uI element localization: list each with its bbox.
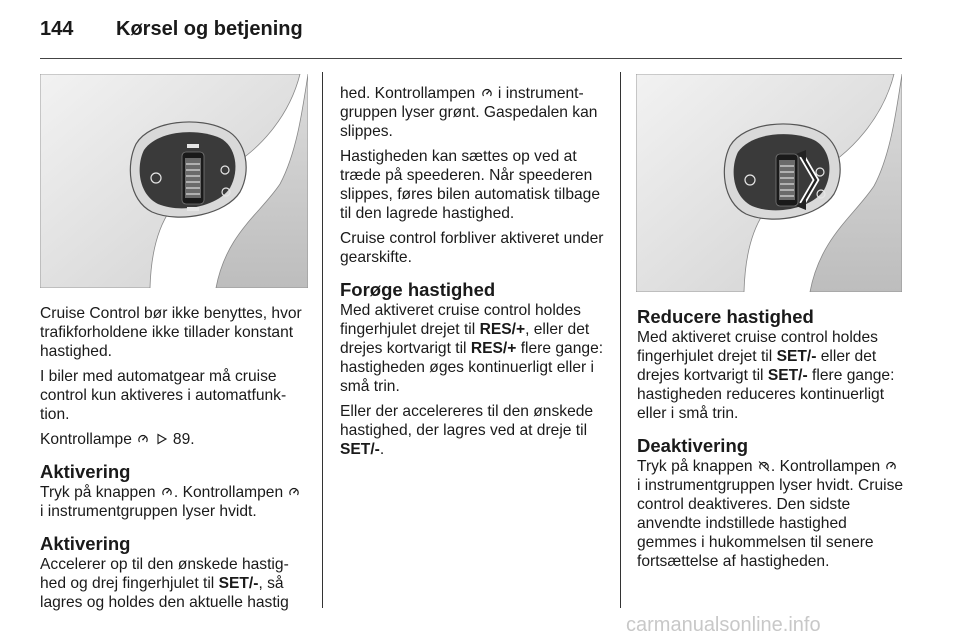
header-rule: [40, 58, 902, 59]
steering-wheel-arrow-figure: [636, 74, 902, 292]
paragraph: Hastigheden kan sættes op ved at træde på speederen. Når speederen slippes, føres bilen automatisk tilbage til den lagrede hastighed.: [340, 148, 601, 222]
text: . Kontrollampen: [770, 458, 885, 475]
bold-term: SET/-: [218, 575, 259, 592]
bold-term: RES/+: [479, 321, 526, 338]
paragraph: [40, 430, 308, 449]
paragraph: [637, 328, 905, 423]
column-divider: [322, 72, 323, 608]
section-heading: Aktivering: [40, 533, 131, 554]
text: i instrumentgruppen lyser hvidt. Cruise control deaktiveres. Den sidste anvendte indstillede hastighed gemmes i hukommelsen til senere fortsættelse af hastigheden.: [637, 477, 904, 570]
paragraph: [40, 555, 308, 612]
text: Med aktiveret cruise control holdes fingerhjulet drejet til: [637, 329, 878, 365]
steering-wheel-arrow-illustration: [636, 74, 902, 292]
column-2: [340, 84, 608, 465]
text: Eller der accelereres til den ønskede hastighed, der lagres ved at dreje til: [340, 403, 594, 439]
text: flere gange: hastigheden øges kontinuerligt eller i små trin.: [340, 340, 604, 395]
paragraph: [637, 457, 905, 571]
section-heading: Aktivering: [40, 461, 131, 482]
page-number: 144: [40, 18, 74, 40]
bold-term: SET/-: [776, 348, 817, 365]
chapter-title: Kørsel og betjening: [116, 18, 303, 40]
paragraph: [340, 301, 608, 396]
bold-term: SET/-: [340, 441, 380, 458]
text: . Kontrollampen: [173, 484, 288, 501]
section-heading: Reducere hastighed: [637, 306, 814, 327]
cruise-control-lamp-icon: [288, 486, 300, 498]
steering-wheel-figure: [40, 74, 308, 288]
text: hed. Kontrollampen: [340, 85, 480, 102]
section-heading: Forøge hastighed: [340, 279, 496, 300]
cruise-control-button-icon: [161, 486, 173, 498]
text: i instrumentgruppen lyser hvidt.: [40, 503, 257, 520]
column-divider: [620, 72, 621, 608]
text: .: [379, 441, 385, 458]
text: Tryk på knappen: [40, 484, 160, 501]
text: flere gange: hastigheden reduceres kontinuerligt eller i små trin.: [637, 367, 895, 422]
text: 89.: [168, 431, 195, 448]
cruise-control-off-button-icon: [758, 460, 770, 472]
paragraph: Cruise Control bør ikke benyttes, hvor trafikforholdene ikke tillader konstant hastighed.: [40, 305, 302, 360]
paragraph: [340, 84, 608, 141]
text: , så lagres og holdes den aktuelle hastig: [40, 575, 289, 611]
text: , eller det drejes kortvarigt til: [340, 321, 590, 357]
paragraph: [340, 402, 608, 459]
cruise-control-lamp-icon: [137, 433, 149, 445]
paragraph: [40, 483, 308, 521]
watermark: carmanualsonline.info: [626, 614, 821, 636]
paragraph: I biler med automatgear må cruise control kun aktiveres i automatfunktion.: [40, 368, 287, 423]
column-3: [637, 306, 905, 577]
page-reference-icon: [156, 433, 168, 445]
text: Kontrollampe: [40, 431, 137, 448]
text: Tryk på knappen: [637, 458, 757, 475]
paragraph: Cruise control forbliver aktiveret under gearskifte.: [340, 230, 604, 266]
cruise-control-lamp-icon: [481, 87, 493, 99]
section-heading: Deaktivering: [637, 435, 749, 456]
text: i instrumentgruppen lyser grønt. Gaspedalen kan slippes.: [340, 85, 598, 140]
text: Med aktiveret cruise control holdes fingerhjulet drejet til: [340, 302, 581, 338]
page-header: [40, 18, 303, 48]
bold-term: RES/+: [470, 340, 517, 357]
text: Accelerer op til den ønskede hastighed og drej fingerhjulet til: [40, 556, 289, 592]
text: eller det drejes kortvarigt til: [637, 348, 877, 384]
bold-term: SET/-: [767, 367, 808, 384]
steering-wheel-illustration: [40, 74, 308, 288]
cruise-control-lamp-icon: [885, 460, 897, 472]
column-1: [40, 304, 308, 618]
